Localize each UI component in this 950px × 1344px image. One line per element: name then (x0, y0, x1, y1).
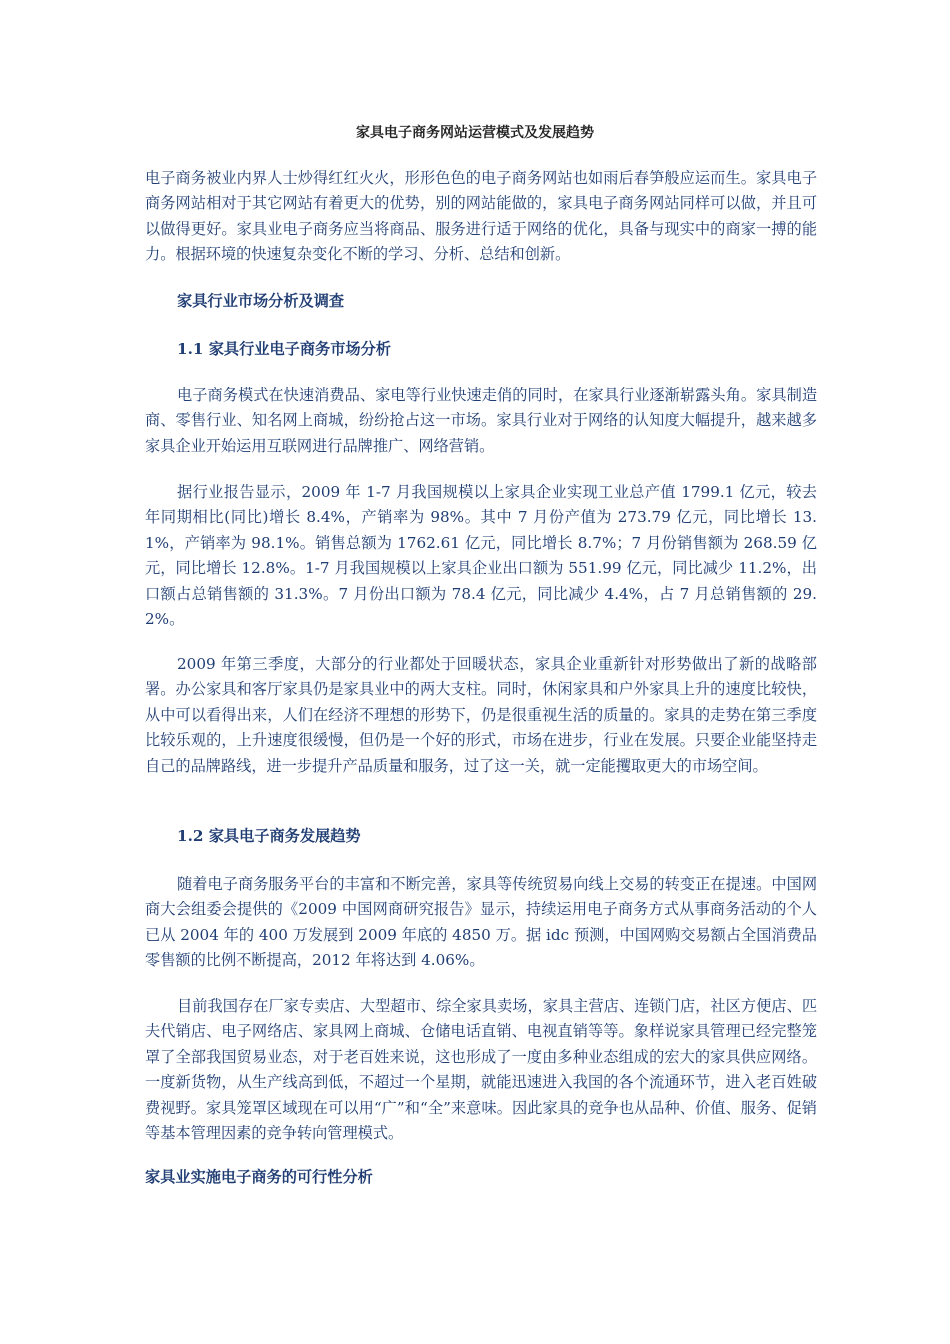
paragraph-retail-formats: 目前我国存在厂家专卖店、大型超市、综全家具卖场，家具主营店、连锁门店，社区方便店、匹夫代销店、电子网络店、家具网上商城、仓储电话直销、电视直销等等。象样说家具管理已经完整笼罩了全部我国贸易业态，对于老百姓来说，这也形成了一度由多种业态组成的宏大的家具供应网络。一度新货物，从生产线高到低，不超过一个星期，就能迅速进入我国的各个流通环节，进入老百姓破费视野。家具笼罩区域现在可以用“广”和“全”来意味。因此家具的竞争也从品种、价值、服务、促销等基本管理因素的竞争转向管理模式。 (145, 997, 817, 1143)
document-title: 家具电子商务网站运营模式及发展趋势 (356, 125, 594, 141)
paragraph-development-trend: 随着电子商务服务平台的丰富和不断完善，家具等传统贸易向线上交易的转变正在提速。中国网商大会组委会提供的《2009 中国网商研究报告》显示，持续运用电子商务方式从事商务活动的个人已从 2004 年的 400 万发展到 2009 年底的 4850 万。据 idc 预测，中国网购交易额占全国消费品零售额的比例不断提高，2012 年将达到 4.06%。 (145, 875, 817, 970)
paragraph-ecommerce-mode: 电子商务模式在快速消费品、家电等行业快速走俏的同时，在家具行业逐渐崭露头角。家具制造商、零售行业、知名网上商城，纷纷抢占这一市场。家具行业对于网络的认知度大幅提升，越来越多家具企业开始运用互联网进行品牌推广、网络营销。 (145, 386, 817, 455)
section-heading-market-analysis: 家具行业市场分析及调查 (177, 292, 345, 310)
paragraph-industry-report: 据行业报告显示，2009 年 1-7 月我国规模以上家具企业实现工业总产值 1799.1 亿元，较去年同期相比(同比)增长 8.4%，产销率为 98%。其中 7 月份产值为 273.79 亿元，同比增长 13.1%，产销率为 98.1%。销售总额为 1762.61 亿元，同比增长 8.7%；7 月份销售额为 268.59 亿元，同比增长 12.8%。1-7 月我国规模以上家具企业出口额为 551.99 亿元，同比减少 11.2%，出口额占总销售额的 31.3%。7 月份出口额为 78.4 亿元，同比减少 4.4%，占 7 月总销售额的 29.2%。 (145, 483, 817, 629)
paragraph-third-quarter: 2009 年第三季度，大部分的行业都处于回暖状态，家具企业重新针对形势做出了新的战略部署。办公家具和客厅家具仍是家具业中的两大支柱。同时，休闲家具和户外家具上升的速度比较快，从中可以看得出来，人们在经济不理想的形势下，仍是很重视生活的质量的。家具的走势在第三季度比较乐观的，上升速度很缓慢，但仍是一个好的形式，市场在进步，行业在发展。只要企业能坚持走自己的品牌路线，进一步提升产品质量和服务，过了这一关，就一定能攫取更大的市场空间。 (145, 655, 817, 775)
section-heading-feasibility: 家具业实施电子商务的可行性分析 (145, 1168, 373, 1186)
intro-paragraph: 电子商务被业内界人士炒得红红火火，形形色色的电子商务网站也如雨后春笋般应运而生。家具电子商务网站相对于其它网站有着更大的优势，别的网站能做的，家具电子商务网站同样可以做，并且可以做得更好。家具业电子商务应当将商品、服务进行适于网络的优化，具备与现实中的商家一搏的能力。根据环境的快速复杂变化不断的学习、分析、总结和创新。 (145, 169, 817, 264)
subsection-heading-1-2: 1.2 家具电子商务发展趋势 (177, 827, 361, 845)
subsection-heading-1-1: 1.1 家具行业电子商务市场分析 (177, 340, 391, 358)
